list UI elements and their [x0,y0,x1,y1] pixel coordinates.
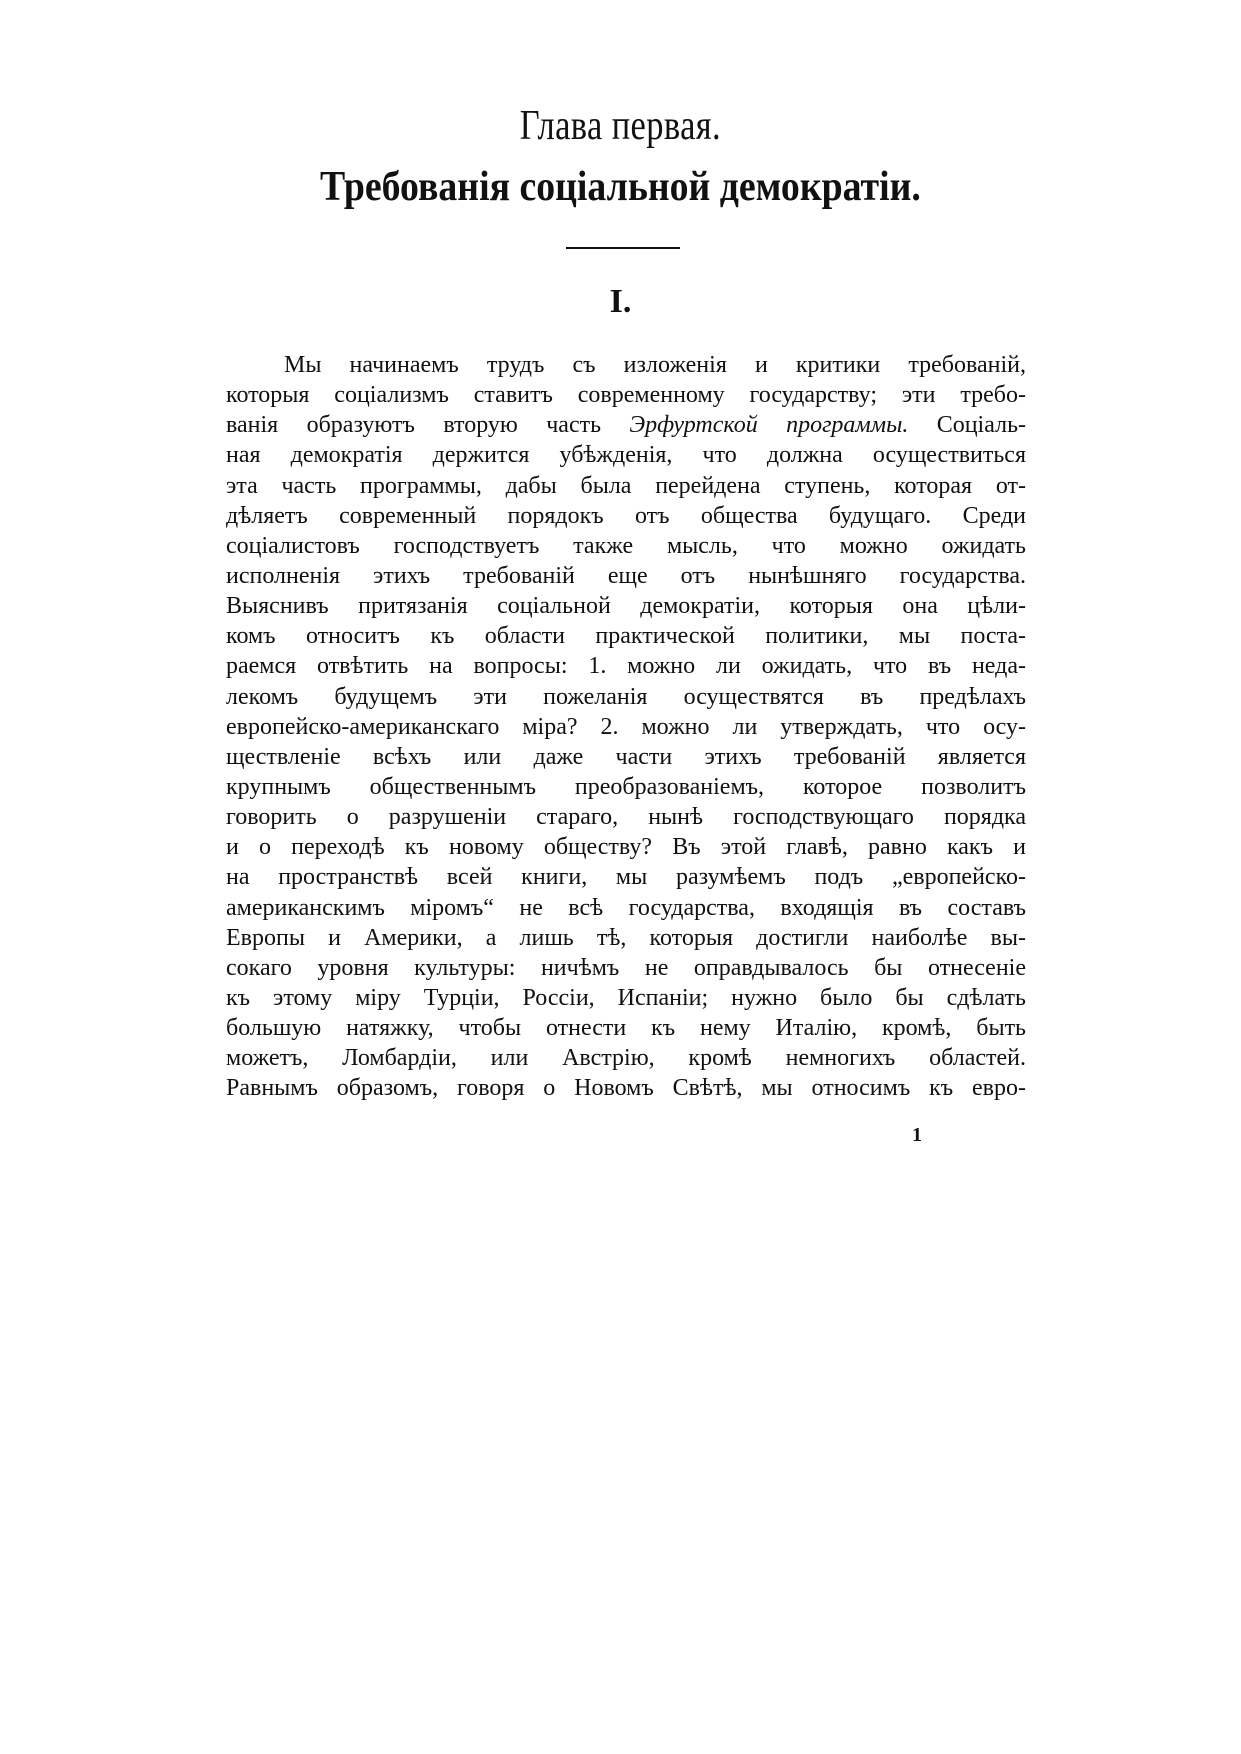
text-line: американскимъ міромъ“ не всѣ государства, входящія въ составъ [226,894,1026,921]
text-line: Равнымъ образомъ, говоря о Новомъ Свѣтѣ, мы относимъ къ евро- [226,1075,1026,1102]
text-line: ществленіе всѣхъ или даже части этихъ требованій является [226,743,1026,770]
text-line: сокаго уровня культуры: ничѣмъ не оправдывалось бы отнесеніе [226,954,1026,981]
text-line: Мы начинаемъ трудъ съ изложенія и критики требованій, [284,352,1026,378]
program-title-italic: Эрфуртской программы. [629,412,909,439]
text-line: соціалистовъ господствуетъ также мысль, что можно ожидать [226,532,1026,559]
text-line: исполненія этихъ требованій еще отъ нынѣшняго государства. [226,562,1026,589]
text-line: лекомъ будущемъ эти пожеланія осуществятся въ предѣлахъ [226,683,1026,710]
page-number: 1 [912,1124,922,1146]
title-divider [566,247,680,249]
body-paragraph [226,350,1026,1104]
text-line: и о переходѣ къ новому обществу? Въ этой главѣ, равно какъ и [226,834,1026,861]
text-line: Выяснивъ притязанія соціальной демократіи, которыя она цѣли- [226,593,1026,620]
text-line: къ этому міру Турціи, Россіи, Испаніи; нужно было бы сдѣлать [226,984,1026,1011]
text-line: ная демократія держится убѣжденія, что должна осуществиться [226,442,1026,469]
text-line: эта часть программы, дабы была перейдена ступень, которая от- [226,472,1026,499]
text-line: крупнымъ общественнымъ преобразованіемъ, которое позволитъ [226,773,1026,800]
text-line-end: Соціаль- [908,412,1027,439]
text-line: на пространствѣ всей книги, мы разумѣемъ подъ „европейско- [226,864,1026,891]
text-line [226,410,1026,440]
chapter-title: Глава первая. [519,103,722,149]
text-line: можетъ, Ломбардіи, или Австрію, кромѣ немногихъ областей. [226,1045,1026,1072]
text-line: говорить о разрушеніи стараго, нынѣ господствующаго порядка [226,804,1026,831]
text-line: комъ относитъ къ области практической политики, мы поста- [226,623,1026,650]
text-line: дѣляетъ современный порядокъ отъ общества будущаго. Среди [226,502,1026,529]
text-line: раемся отвѣтить на вопросы: 1. можно ли ожидать, что въ неда- [226,653,1026,680]
text-line: европейско-американскаго міра? 2. можно ли утверждать, что осу- [226,713,1026,740]
text-line: большую натяжку, чтобы отнести къ нему Италію, кромѣ, быть [226,1015,1026,1042]
text-line-start: ванія образуютъ вторую часть [226,412,630,439]
text-line: Европы и Америки, а лишь тѣ, которыя достигли наиболѣе вы- [226,924,1026,951]
chapter-subtitle: Требованія соціальной демократіи. [320,164,921,210]
section-number: I. [609,283,632,320]
text-line: которыя соціализмъ ставитъ современному государству; эти требо- [226,382,1026,409]
